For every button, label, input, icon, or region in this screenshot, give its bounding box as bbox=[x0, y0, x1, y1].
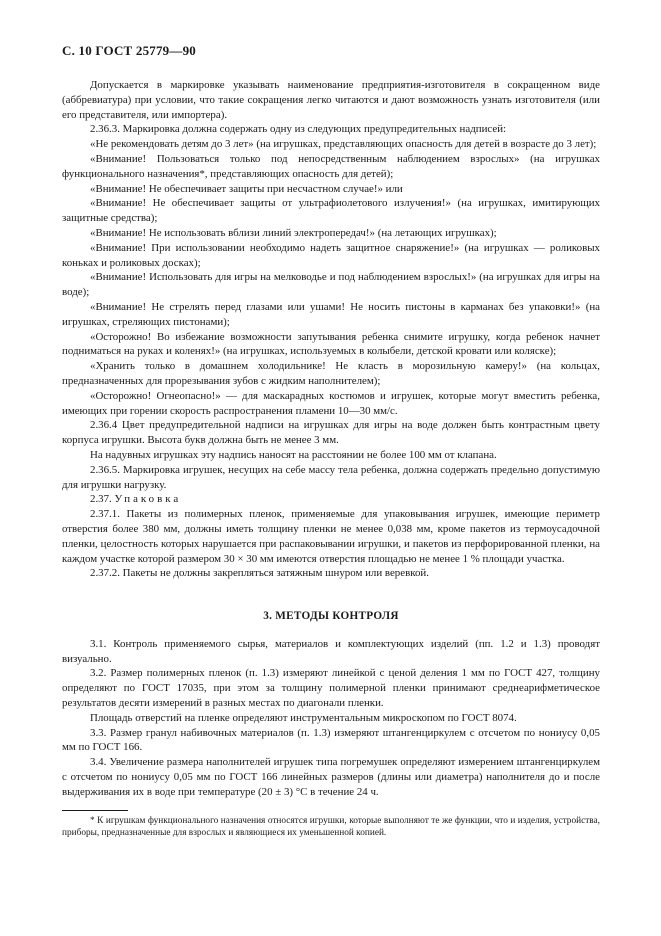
paragraph: «Хранить только в домашнем холодильнике! Не класть в морозильную камеру!» (на кольцах, предназначенных для прорезывания зубов с жидким наполнителем); bbox=[62, 360, 600, 387]
paragraph: 3.2. Размер полимерных пленок (п. 1.3) измеряют линейкой с ценой деления 1 мм по ГОСТ 427, толщину определяют по ГОСТ 17035, при этом за толщину полимерной пленки принимают среднеарифметическое результатов десяти измерений в разных местах по диагонали пленки. bbox=[62, 667, 600, 710]
packaging-heading bbox=[62, 492, 600, 507]
paragraph: На надувных игрушках эту надпись наносят на расстоянии не более 100 мм от клапана. bbox=[90, 448, 497, 461]
paragraph: 2.36.5. Маркировка игрушек, несущих на себе массу тела ребенка, должна содержать предельно допустимую для игрушки нагрузку. bbox=[62, 463, 600, 491]
paragraph: 3.4. Увеличение размера наполнителей игрушек типа погремушек определяют измерением штангенциркулем с отсчетом по нониусу 0,05 мм по ГОСТ 166 линейных размеров (длины или диаметра) наполнителя до и после выдерживания их в воде при температуре (20 ± 3) °С в течение 24 ч. bbox=[62, 756, 600, 798]
paragraph: 3.3. Размер гранул набивочных материалов (п. 1.3) измеряют штангенциркулем с отсчетом по нониусу 0,05 мм по ГОСТ 166. bbox=[62, 726, 600, 754]
paragraph: «Не рекомендовать детям до 3 лет» (на игрушках, представляющих опасность для детей в возрасте до 3 лет); bbox=[90, 138, 597, 151]
paragraph: Допускается в маркировке указывать наименование предприятия-изготовителя в сокращенном виде (аббревиатура) при условии, что такие сокращения легко читаются и дают возможность узнать изготовителя (или его представителя, или импортера). bbox=[62, 79, 600, 121]
paragraph: «Внимание! При использовании необходимо надеть защитное снаряжение!» (на игрушках — роликовых коньках и роликовых досках); bbox=[62, 241, 600, 269]
packaging-word: Упаковка bbox=[114, 493, 182, 506]
paragraph: «Осторожно! Огнеопасно!» — для маскарадных костюмов и игрушек, которые могут вместить ребенка, имеющих при горении скорость распространения пламени 10—30 мм/с. bbox=[62, 389, 600, 417]
paragraph: 2.36.3. Маркировка должна содержать одну из следующих предупредительных надписей: bbox=[90, 123, 507, 136]
paragraph: «Внимание! Не обеспечивает защиты при несчастном случае!» или bbox=[90, 182, 403, 195]
document-body bbox=[62, 78, 600, 840]
paragraph: «Внимание! Не обеспечивает защиты от ультрафиолетового излучения!» (на игрушках, имитирующих защитные средства); bbox=[62, 197, 600, 225]
paragraph: 2.37.2. Пакеты не должны закрепляться затяжным шнуром или веревкой. bbox=[90, 567, 429, 580]
paragraph: Площадь отверстий на пленке определяют инструментальным микроскопом по ГОСТ 8074. bbox=[90, 711, 517, 724]
paragraph: «Внимание! Использовать для игры на мелководье и под наблюдением взрослых!» (на игрушках для игры на воде); bbox=[62, 271, 600, 299]
paragraph: «Осторожно! Во избежание возможности запутывания ребенка снимите игрушку, когда ребенок начнет подниматься на руках и коленях!» (на игрушках, используемых в колыбели, детской кровати или коляске); bbox=[62, 330, 600, 358]
page-header: С. 10 ГОСТ 25779—90 bbox=[62, 43, 196, 58]
paragraph: «Внимание! Пользоваться только под непосредственным наблюдением взрослых» (на игрушках функционального назначения*, представляющих опасность для детей); bbox=[62, 152, 600, 180]
paragraph: 2.36.4 Цвет предупредительной надписи на игрушках для игры на воде должен быть контрастным цвету корпуса игрушки. Высота букв должна быть не менее 3 мм. bbox=[62, 419, 600, 447]
packaging-number: 2.37. bbox=[90, 493, 112, 506]
paragraph: 3.1. Контроль применяемого сырья, материалов и комплектующих изделий (пп. 1.2 и 1.3) проводят визуально. bbox=[62, 637, 600, 665]
section-title: 3. МЕТОДЫ КОНТРОЛЯ bbox=[263, 610, 399, 623]
footnote-divider bbox=[62, 810, 128, 811]
footnote: * К игрушкам функционального назначения относятся игрушки, которые выполняют те же функции, что и изделия, устройства, приборы, предназначенные для взрослых и являющиеся их уменьшенной копией. bbox=[62, 815, 600, 839]
paragraph: 2.37.1. Пакеты из полимерных пленок, применяемые для упаковывания игрушек, имеющие периметр отверстия более 380 мм, должны иметь толщину пленки не менее 0,038 мм, кроме пакетов из термоусадочной пленки, целостность которых нарушается при распаковывании игрушки, и пакетов из перфорированной пленки, на каждом участке которой размером 30 × 30 мм имеются отверстия площадью не менее 1 % площади участка. bbox=[62, 508, 600, 565]
paragraph: «Внимание! Не стрелять перед глазами или ушами! Не носить пистоны в карманах без упаковки!» (на игрушках, стреляющих пистонами); bbox=[62, 300, 600, 328]
paragraph: «Внимание! Не использовать вблизи линий электропередач!» (на летающих игрушках); bbox=[90, 226, 497, 239]
